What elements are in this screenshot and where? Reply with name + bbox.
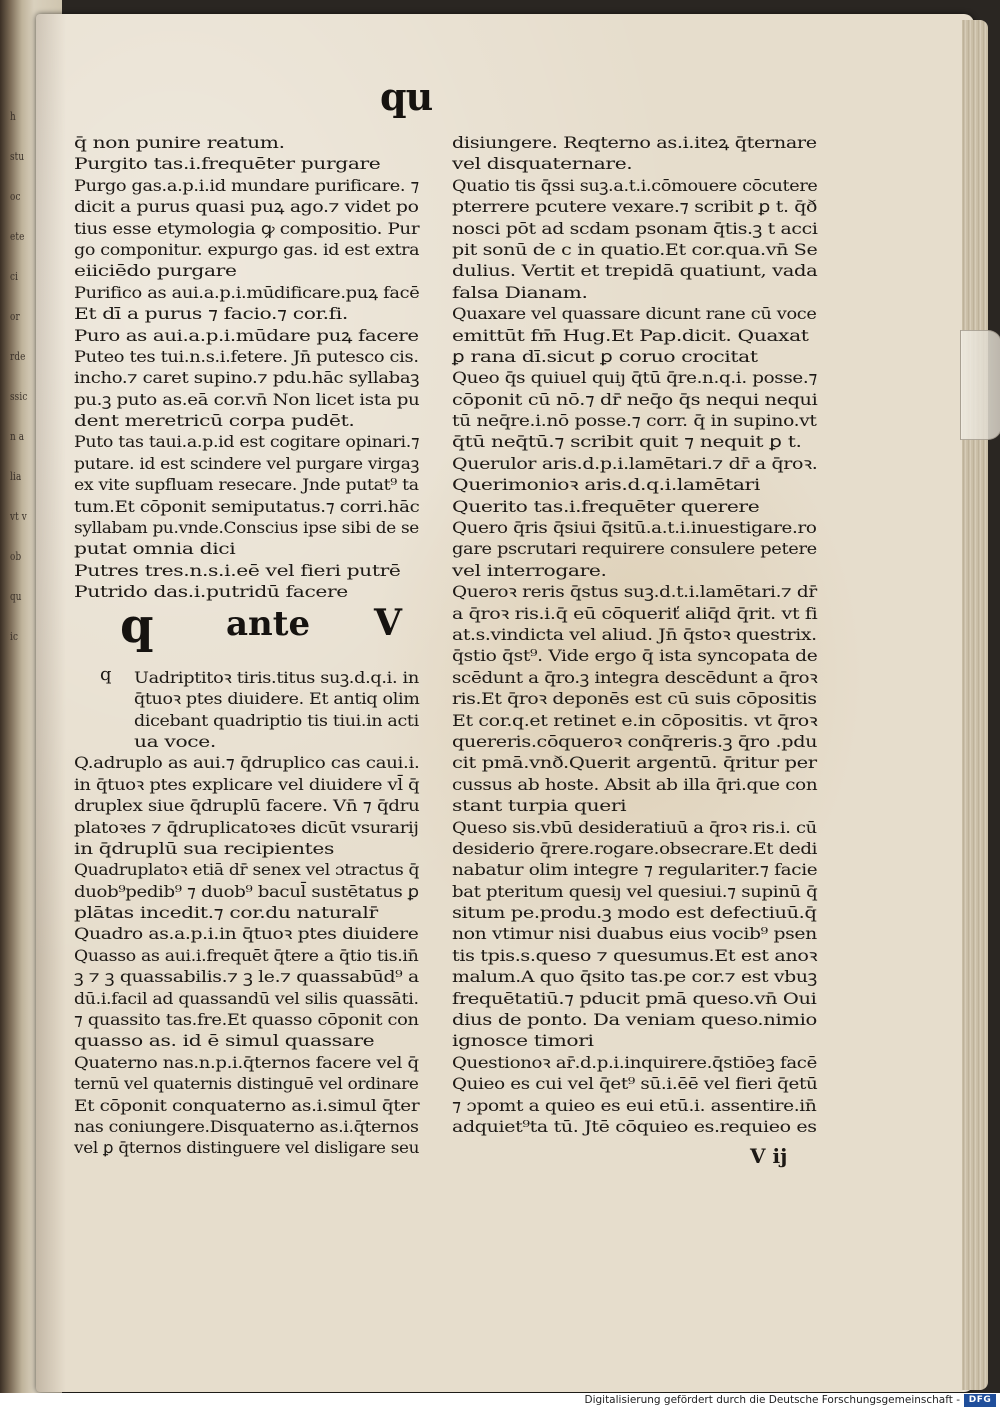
text-line: situm pe.produ.ꝫ modo est defectiuū.q̄ (452, 903, 817, 923)
text-line: Queo q̄s quiuel quiȷ q̄tū q̄re.n.q.i. posse.⁊ (452, 368, 818, 388)
text-line: Uadriptitoꝛ tiris.titus suꝫ.d.q.i. in (134, 667, 419, 687)
right-column (452, 132, 832, 1137)
text-line: cōponit cū nō.⁊ dr̄ neq̄o q̄s nequi nequi (452, 389, 818, 409)
text-line: Purgo gas.a.p.i.id mundare purificare. ⁊ (74, 175, 420, 195)
text-line: tis tpis.s.queso ⁊ quesumus.Et est anoꝛ (452, 945, 818, 965)
text-line: Quadro as.a.p.i.in q̄tuoꝛ ptes diuidere (74, 924, 419, 944)
spine-fragment: or (10, 310, 20, 323)
text-line: quasso as. id ē simul quassare (74, 1031, 375, 1051)
text-line: Queroꝛ reris q̄stus suꝫ.d.t.i.lamētari.⁊ dr̄ (452, 582, 817, 602)
text-line: putat omnia dici (74, 539, 236, 559)
text-line: ris.Et q̄roꝛ deponēs est cū suis cōpositis (452, 689, 817, 709)
text-line: dicit a purus quasi puꝝ ago.⁊ videt po (74, 197, 419, 217)
text-line: incho.⁊ caret supino.⁊ pdu.hāc syllabaꝫ (74, 368, 420, 388)
spine-fragment: ob (10, 550, 22, 563)
text-line: cussus ab hoste. Absit ab illa q̄ri.que con (452, 774, 818, 794)
text-line: Puteo tes tui.n.s.i.fetere. Jn̄ putesco cis. (74, 346, 419, 366)
text-line: pterrere pcutere vexare.⁊ scribit ꝑ t. q̄ð (452, 197, 818, 217)
spine-fragment: h (10, 110, 16, 123)
spine-fragment: ic (10, 630, 19, 643)
text-line: vel interrogare. (452, 560, 607, 580)
text-line: frequētatiū.⁊ pducit pmā queso.vn̄ Oui (452, 988, 817, 1008)
text-line: in q̄druplū sua recipientes (74, 838, 334, 858)
text-line: Quatio tis q̄ssi suꝫ.a.t.i.cōmouere cōcutere (452, 175, 818, 195)
text-line: eiiciēdo purgare (74, 261, 237, 281)
page-header: qu (380, 74, 433, 119)
clip-tab (960, 330, 1000, 440)
text-line: ꝑ rana dī.sicut ꝑ coruo crocitat (452, 346, 758, 366)
text-line: q̄ non punire reatum. (74, 133, 285, 152)
text-line: emittūt fm̄ Hug.Et Pap.dicit. Quaxat (452, 325, 809, 345)
text-line: vel disquaternare. (452, 154, 633, 174)
text-line: pu.ꝫ puto as.eā cor.vn̄ Non licet ista pu (74, 389, 420, 409)
text-line: at.s.vindicta vel aliud. Jn̄ q̄stoꝛ questrix. (452, 624, 817, 644)
text-line: ⁊ quassito tas.fre.Et quasso cōponit con (74, 1010, 419, 1030)
dfg-logo: DFG (964, 1394, 996, 1407)
section-word: ante (226, 604, 311, 644)
text-line: dulius. Vertit et trepidā quatiunt, vada (452, 261, 818, 281)
text-line: a q̄roꝛ ris.i.q̄ eū cōqueriť aliq̄d q̄rit. vt fi (452, 603, 818, 623)
text-line: Quaxare vel quassare dicunt rane cū voce (452, 304, 817, 324)
text-line: Et cor.q.et retinet e.in cōpositis. vt q̄roꝛ (452, 710, 818, 730)
spine-fragment: ete (10, 230, 25, 243)
text-line: cit pmā.vnð.Querit argentū. q̄ritur per (452, 753, 817, 773)
text-line: Questionoꝛ ar̄.d.p.i.inquirere.q̄stiōeꝫ facē (452, 1052, 818, 1072)
text-line: Putrido das.i.putridū facere (74, 582, 348, 602)
text-line: Quaterno nas.n.p.i.q̄ternos facere vel q̄ (74, 1052, 419, 1072)
text-line: Putres tres.n.s.i.eē vel fieri putrē (74, 560, 401, 580)
text-line: gare pscrutari requirere consulere petere (452, 539, 817, 559)
text-line: dent meretricū corpa pudēt. (74, 411, 355, 431)
text-line: Puro as aui.a.p.i.mūdare puꝝ facere (74, 325, 419, 345)
section-letter: q (120, 598, 154, 654)
text-line: syllabam pu.vnde.Conscius ipse sibi de se (74, 518, 419, 538)
text-line: nabatur olim integre ⁊ regulariter.⁊ facie (452, 860, 818, 880)
text-line: quereris.cōqueroꝛ conq̄reris.ꝫ q̄ro .pdu (452, 731, 818, 751)
spine-fragment: ci (10, 270, 19, 283)
text-line: nas coniungere.Disquaterno as.i.q̄ternos (74, 1116, 419, 1136)
text-line: Q.adruplo as aui.⁊ q̄druplico cas caui.i. (74, 753, 420, 773)
text-line: scēdunt a q̄ro.ꝫ integra descēdunt a q̄roꝛ (452, 667, 818, 687)
text-line: ex vite supfluam resecare. Jnde putat⁹ ta (74, 475, 419, 495)
text-line: q̄tuoꝛ ptes diuidere. Et antiq olim (134, 689, 420, 709)
text-line: non vtimur nisi duabus eius vocib⁹ psen (452, 924, 817, 944)
section-small-q: q (100, 664, 112, 685)
text-line: Quadruplatoꝛ etiā dr̄ senex vel ɔtractus q̄ (74, 860, 420, 880)
text-line: disiungere. Reqterno as.i.iteꝝ q̄ternare (452, 133, 817, 152)
spine-fragment: ssic (10, 390, 28, 403)
text-line: ternū vel quaternis distinguē vel ordinare (74, 1074, 419, 1094)
spine-fragment: vt v (10, 510, 27, 523)
text-line: q̄stio q̄st⁹. Vide ergo q̄ ista syncopata de (452, 646, 818, 666)
section-initial-v: V (374, 602, 402, 644)
spine-fragment: n a (10, 430, 25, 443)
page-edge (962, 20, 988, 1390)
text-line: dius de ponto. Da veniam queso.nimio (452, 1010, 817, 1030)
text-line: ignosce timori (452, 1031, 594, 1051)
text-line: Puto tas taui.a.p.id est cogitare opinari.⁊ (74, 432, 420, 452)
text-line: Quasso as aui.i.frequēt q̄tere a q̄tio tis.in̄ (74, 945, 419, 965)
spine-fragment: stu (10, 150, 25, 163)
text-line: platoꝛes ⁊ q̄druplicatoꝛes dicūt vsurarij (74, 817, 419, 837)
text-line: falsa Dianam. (452, 282, 588, 302)
spine-fragment: oc (10, 190, 21, 203)
text-line: q̄tū neq̄tū.⁊ scribit quit ⁊ nequit ꝑ t. (452, 432, 802, 452)
text-line: Querulor aris.d.p.i.lamētari.⁊ dr̄ a q̄roꝛ. (452, 453, 818, 473)
text-line: duob⁹pedib⁹ ⁊ duob⁹ bacul̄ sustētatus ꝑ (74, 881, 419, 901)
text-line: tum.Et cōponit semiputatus.⁊ corri.hāc (74, 496, 420, 516)
text-line: in q̄tuoꝛ ptes explicare vel diuidere vl̄ q̄ (74, 774, 420, 794)
text-line: pit sonū de c in quatio.Et cor.qua.vn̄ Se (452, 239, 818, 259)
text-line: Purifico as aui.a.p.i.mūdificare.puꝝ facē (74, 282, 420, 302)
footer-text: Digitalisierung gefördert durch die Deutsche Forschungsgemeinschaft - (584, 1394, 960, 1406)
spine-fragment: lia (10, 470, 22, 483)
text-line: Quieo es cui vel q̄et⁹ sū.i.ēē vel fieri q̄etū (452, 1074, 818, 1094)
text-line: Querimonioꝛ aris.d.q.i.lamētari (452, 475, 760, 495)
text-line: dū.i.facil ad quassandū vel silis quassāti. (74, 988, 419, 1008)
text-line: Queso sis.vbū desideratiuū a q̄roꝛ ris.i. cū (452, 817, 817, 837)
text-line: Purgito tas.i.frequēter purgare (74, 154, 381, 174)
text-line: go componitur. expurgo gas. id est extra (74, 239, 420, 259)
text-line: ꝫ ⁊ ꝫ quassabilis.⁊ ꝫ le.⁊ quassabūd⁹ a (74, 967, 419, 987)
text-line: Et cōponit conquaterno as.i.simul q̄ter (74, 1095, 420, 1115)
text-line: malum.A quo q̄sito tas.pe cor.⁊ est vbuꝫ (452, 967, 817, 987)
text-line: stant turpia queri (452, 796, 627, 816)
footer-bar (0, 1393, 1000, 1409)
text-line: ⁊ ɔpomt a quieo es eui etū.i. assentire.in̄ (452, 1095, 817, 1115)
text-line: bat pteritum quesiȷ vel quesiui.⁊ supinū q̄ (452, 881, 818, 901)
text-line: Et dī a purus ⁊ facio.⁊ cor.fi. (74, 304, 348, 324)
signature-mark: V ij (750, 1144, 788, 1168)
spine-fragment: qu (10, 590, 22, 603)
text-line: dicebant quadriptio tis tiui.in acti (134, 710, 419, 730)
text-line: putare. id est scindere vel purgare virgaꝫ (74, 453, 419, 473)
text-line: plātas incedit.⁊ cor.du naturalr̄ (74, 903, 378, 923)
text-line: adquiet⁹ta tū. Jtē cōquieo es.requieo es (452, 1116, 817, 1136)
text-line: desiderio q̄rere.rogare.obsecrare.Et dedi (452, 838, 818, 858)
text-line: tū neq̄re.i.nō posse.⁊ corr. q̄ in supino.vt (452, 411, 817, 431)
text-line: ua voce. (134, 731, 216, 751)
text-line: vel ꝑ q̄ternos distinguere vel disligare seu (74, 1138, 420, 1158)
spine-fragment: rde (10, 350, 26, 363)
text-line: Querito tas.i.frequēter querere (452, 496, 760, 516)
text-line: Quero q̄ris q̄siui q̄sitū.a.t.i.inuestigare.ro (452, 518, 817, 538)
text-line: tius esse etymologia ꝙ compositio. Pur (74, 218, 420, 238)
text-line: druplex siue q̄druplū facere. Vn̄ ⁊ q̄dru (74, 796, 420, 816)
text-line: nosci pōt ad scdam psonam q̄tis.ꝫ t acci (452, 218, 818, 238)
